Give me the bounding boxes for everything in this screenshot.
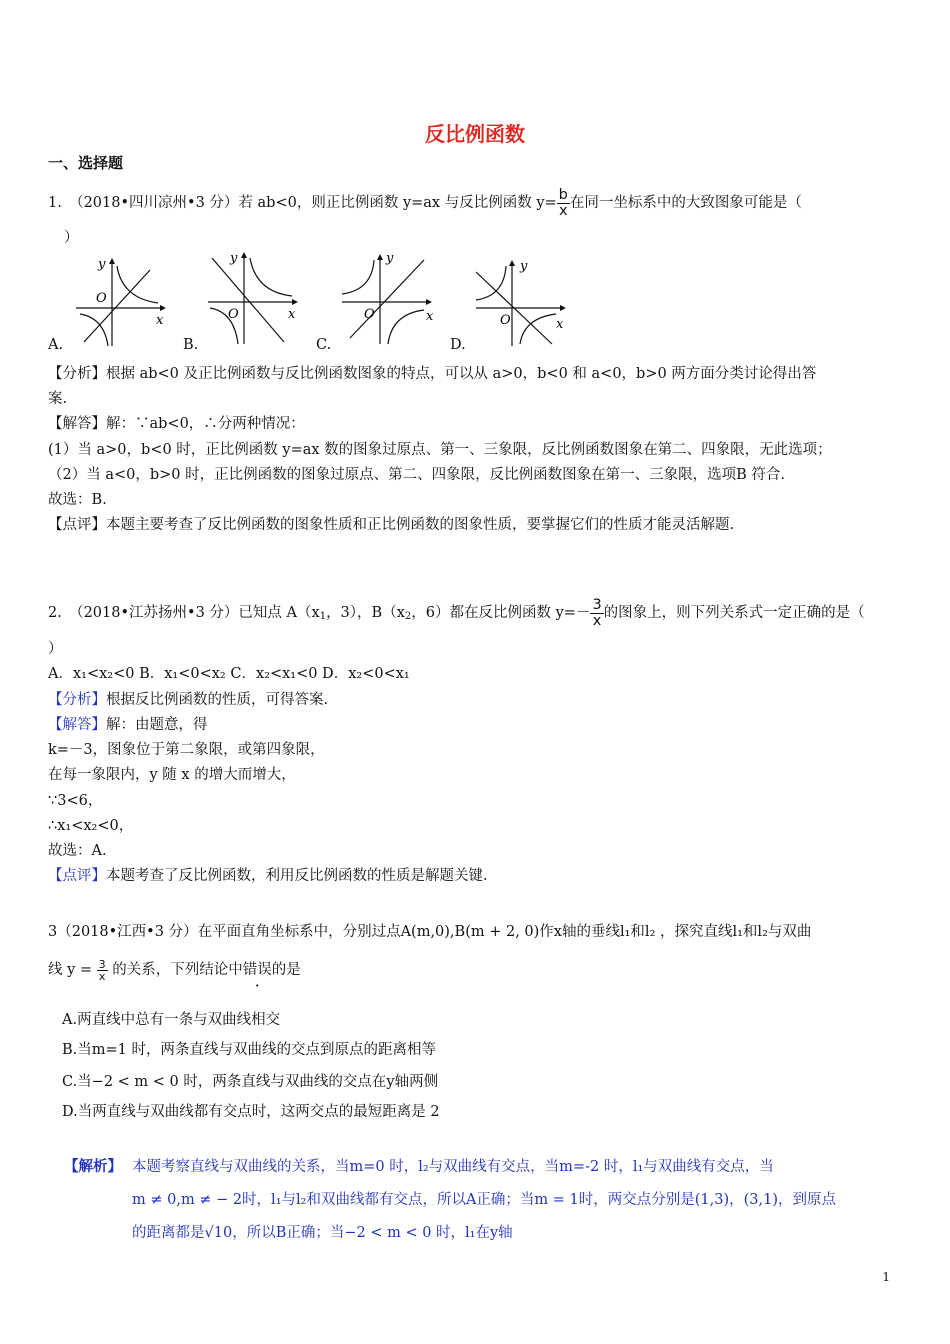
y-axis-arrow-icon <box>241 252 247 258</box>
hyperbola-branch-1 <box>476 266 506 300</box>
q1-graph-a <box>72 254 172 350</box>
q1-graph-b <box>204 248 304 348</box>
q1-option-d: D. <box>450 337 466 353</box>
q3-stem-text-2: 的关系，下列结论中 <box>107 962 243 978</box>
q2-sub-2: 2 <box>404 611 412 622</box>
q3-analysis-line-2: m ≠ 0,m ≠ − 2时，l₁与l₂和双曲线都有交点，所以A正确；当m = 1时，两交点分别是(1,3)，(3,1)，到原点 <box>132 1192 837 1208</box>
q3-option-d: D.当两直线与双曲线都有交点时，这两交点的最短距离是 2 <box>62 1104 440 1120</box>
y-axis-arrow-icon <box>109 258 115 264</box>
q1-stem <box>48 188 802 218</box>
q3-stem-line-2 <box>48 958 301 982</box>
q1-analysis-2: 案. <box>48 391 68 407</box>
graph-d-origin-label: O <box>500 313 511 328</box>
q1-answer-line-3: 故选：B. <box>48 492 107 508</box>
q2-sub-1: 1 <box>319 611 327 622</box>
hyperbola-branch-1 <box>250 258 292 296</box>
q1-stem-close: ） <box>64 230 79 246</box>
section-heading: 一、选择题 <box>48 154 124 172</box>
graph-c-x-label: x <box>426 309 434 324</box>
graph-b-y-label: y <box>230 251 238 266</box>
q3-stem-text-3: 的是 <box>271 962 301 978</box>
x-axis-arrow-icon <box>292 299 298 305</box>
hyperbola-branch-1 <box>342 260 374 294</box>
y-axis-arrow-icon <box>377 254 383 260</box>
q2-stem-text: 2. （2018•江苏扬州•3 分）已知点 A（x <box>48 605 320 621</box>
x-axis-arrow-icon <box>560 305 566 311</box>
linear-line <box>350 260 424 338</box>
graph-a-origin-label: O <box>96 291 107 306</box>
graph-b-x-label: x <box>288 307 296 322</box>
q3-stem-line-1: 3（2018•江西•3 分）在平面直角坐标系中，分别过点A(m,0),B(m + 2, 0)作x轴的垂线l₁和l₂ ，探究直线l₁和l₂与双曲 <box>48 924 812 940</box>
q1-stem-text-2: 在同一坐标系中的大致图象可能是（ <box>569 195 802 211</box>
q3-fraction <box>97 959 108 982</box>
page-number: 1 <box>882 1270 890 1284</box>
q2-line-5: 故选：A. <box>48 843 107 859</box>
q2-answer-tag: 【解答】 <box>48 717 106 733</box>
graph-a-x-label: x <box>156 313 164 328</box>
q3-analysis-tag: 【解析】 <box>64 1158 122 1175</box>
y-axis-arrow-icon <box>509 260 515 266</box>
graph-b-origin-label: O <box>228 307 239 322</box>
q2-options: A．x₁<x₂<0 B．x₁<0<x₂ C．x₂<x₁<0 D．x₂<0<x₁ <box>48 666 410 682</box>
q3-emphasis: 错误 <box>242 962 272 978</box>
q2-analysis-text: 根据反比例函数的性质，可得答案. <box>106 692 329 708</box>
q1-answer-head: 【解答】解：∵ab<0，∴分两种情况： <box>48 416 305 432</box>
q2-comment-text: 本题考查了反比例函数，利用反比例函数的性质是解题关键. <box>106 868 488 884</box>
q3-frac-den: x <box>98 969 106 983</box>
q2-answer <box>48 713 208 734</box>
x-axis-arrow-icon <box>160 305 166 311</box>
q2-stem <box>48 598 865 628</box>
q2-comment-tag: 【点评】 <box>48 868 106 884</box>
q2-fraction <box>590 598 603 628</box>
q1-option-b: B. <box>183 337 199 353</box>
q2-analysis-tag: 【分析】 <box>48 692 106 708</box>
q2-answer-text: 解：由题意，得 <box>106 717 208 733</box>
q1-graph-c <box>338 250 442 348</box>
q1-fraction <box>557 188 570 218</box>
graph-c-origin-label: O <box>364 307 375 322</box>
graph-d-y-label: y <box>520 259 528 274</box>
linear-line <box>212 258 284 342</box>
q1-option-a: A. <box>48 337 64 353</box>
q1-answer-line-2: （2）当 a<0，b>0 时，正比例函数的图象过原点、第二、四象限，反比例函数图象在第一、三象限，选项B 符合. <box>48 467 785 483</box>
q2-frac-den: x <box>592 612 602 629</box>
q2-line-2: 在每一象限内，y 随 x 的增大而增大， <box>48 767 296 783</box>
q1-frac-num: b <box>558 187 568 203</box>
linear-line <box>84 270 150 342</box>
q3-analysis-line-3: 的距离都是√10，所以B正确；当−2 < m < 0 时，l₁在y轴 <box>132 1225 513 1241</box>
page-title: 反比例函数 <box>425 122 525 146</box>
x-axis-arrow-icon <box>426 299 432 305</box>
q2-stem-text-3: ，6）都在反比例函数 y=－ <box>411 605 591 621</box>
q2-line-4: ∴x₁<x₂<0， <box>48 818 134 834</box>
q2-stem-text-4: 的图象上，则下列关系式一定正确的是（ <box>603 605 865 621</box>
q3-stem-text: 线 y = <box>48 962 93 978</box>
q3-frac-num: 3 <box>98 957 106 971</box>
q2-stem-text-2: ，3），B（x <box>326 605 405 621</box>
q2-comment <box>48 864 488 885</box>
q3-option-a: A.两直线中总有一条与双曲线相交 <box>62 1012 281 1028</box>
q1-option-c: C. <box>316 337 332 353</box>
hyperbola-branch-2 <box>388 310 424 344</box>
q1-answer-line-1: (1）当 a>0，b<0 时，正比例函数 y=ax 数的图象过原点、第一、三象限，反比例函数图象在第二、四象限，无此选项； <box>48 442 832 458</box>
q3-option-b: B.当m=1 时，两条直线与双曲线的交点到原点的距离相等 <box>62 1042 436 1058</box>
q2-analysis <box>48 688 328 709</box>
q1-frac-den: x <box>558 202 568 219</box>
q1-graph-d <box>472 256 576 348</box>
q1-stem-text: 1. （2018•四川凉州•3 分）若 ab<0，则正比例函数 y=ax 与反比例函数 y= <box>48 195 557 211</box>
q2-stem-close: ） <box>48 641 63 657</box>
q2-line-3: ∵3<6， <box>48 793 103 809</box>
graph-c-y-label: y <box>386 251 394 266</box>
q1-comment: 【点评】本题主要考查了反比例函数的图象性质和正比例函数的图象性质，要掌握它们的性质才能灵活解题. <box>48 517 735 533</box>
q3-option-c: C.当−2 < m < 0 时，两条直线与双曲线的交点在y轴两侧 <box>62 1074 439 1090</box>
q1-analysis: 【分析】根据 ab<0 及正比例函数与反比例函数图象的特点，可以从 a>0，b<0 和 a<0，b>0 两方面分类讨论得出答 <box>48 366 817 382</box>
q3-analysis-line-1: 本题考察直线与双曲线的关系，当m=0 时，l₂与双曲线有交点，当m=-2 时，l₁与双曲线有交点，当 <box>132 1159 774 1175</box>
q2-line-1: k=－3，图象位于第二象限，或第四象限， <box>48 742 325 758</box>
graph-a-y-label: y <box>98 257 106 272</box>
graph-d-x-label: x <box>556 317 564 332</box>
q2-frac-num: 3 <box>592 597 602 613</box>
